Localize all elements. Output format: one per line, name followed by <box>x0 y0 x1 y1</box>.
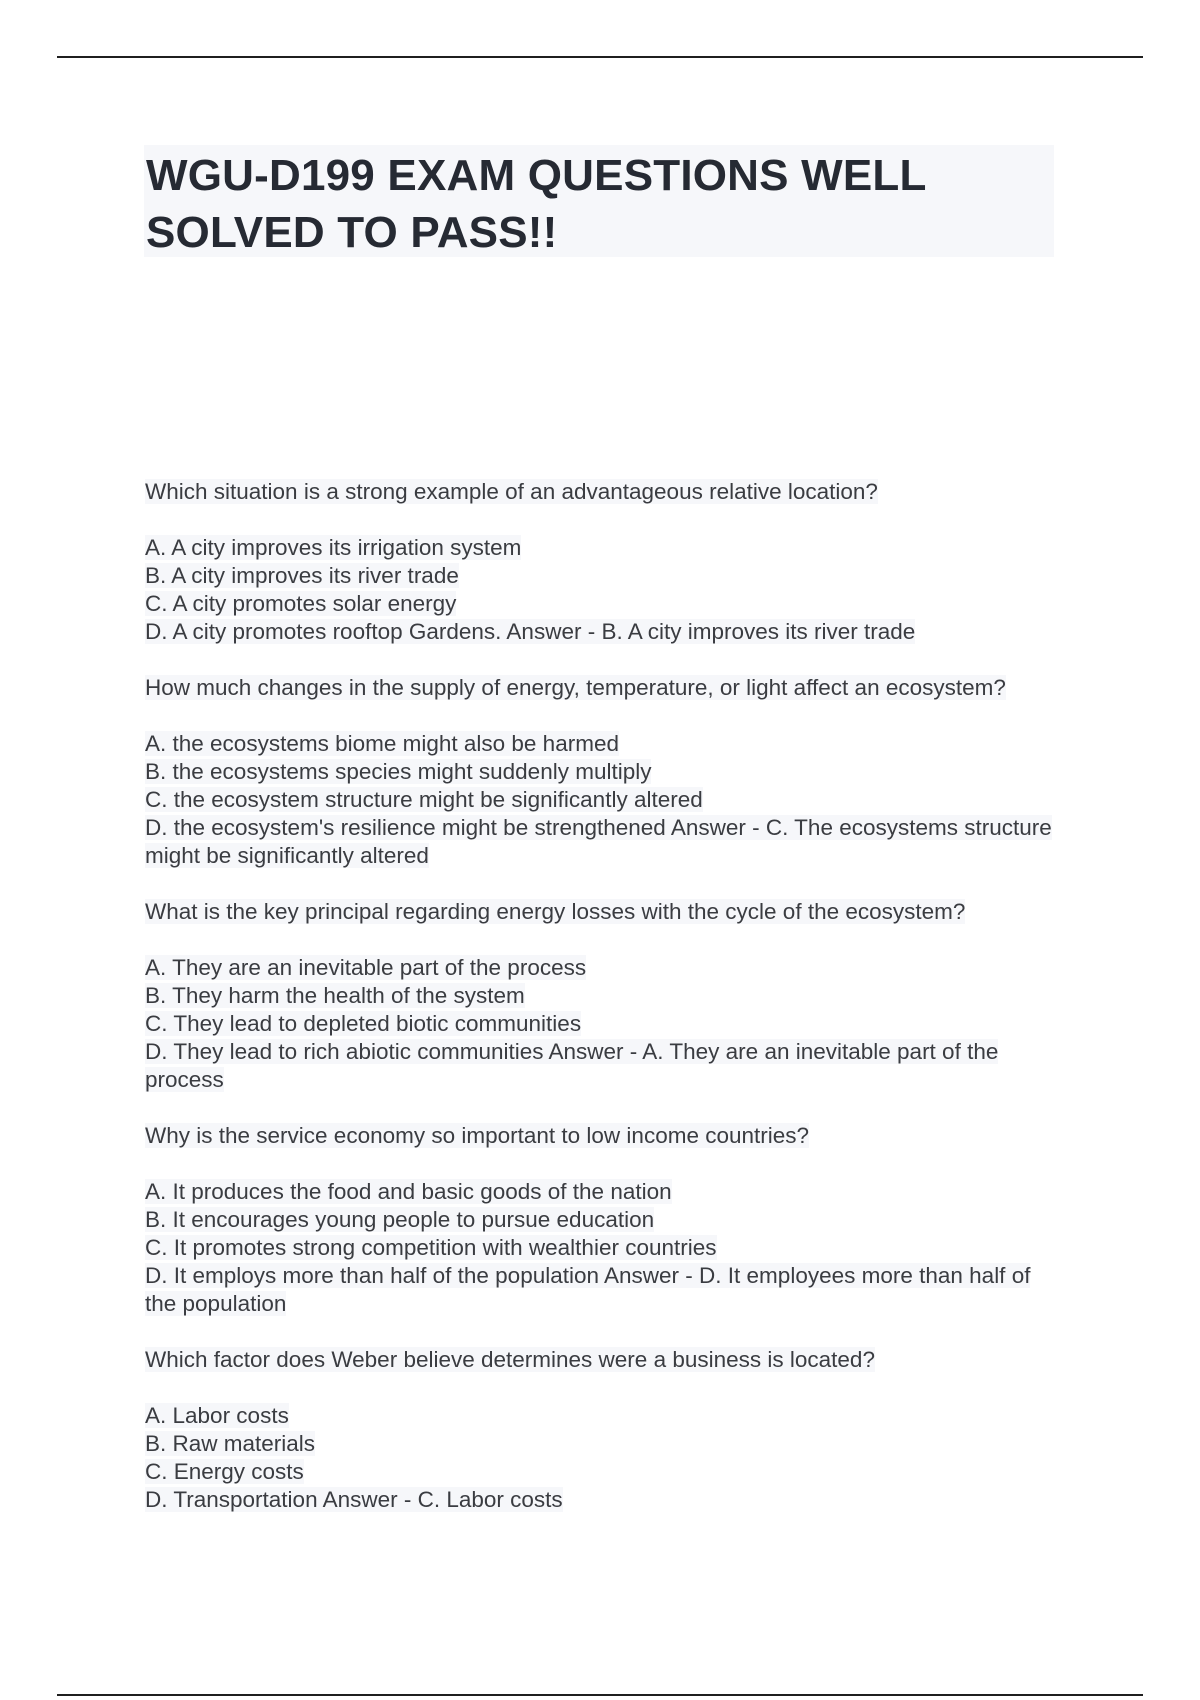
option-c: C. the ecosystem structure might be significantly altered <box>145 787 703 812</box>
option-list <box>145 1402 1065 1514</box>
question-text: Why is the service economy so important to low income countries? <box>145 1123 810 1148</box>
option-list <box>145 534 1065 646</box>
option-a: A. It produces the food and basic goods of the nation <box>145 1179 672 1204</box>
option-c: C. It promotes strong competition with wealthier countries <box>145 1235 717 1260</box>
option-a: A. Labor costs <box>145 1403 289 1428</box>
option-b: B. It encourages young people to pursue education <box>145 1207 655 1232</box>
option-c: C. They lead to depleted biotic communities <box>145 1011 582 1036</box>
top-rule <box>57 56 1143 58</box>
question-text: How much changes in the supply of energy, temperature, or light affect an ecosystem? <box>145 675 1006 700</box>
option-a: A. They are an inevitable part of the process <box>145 955 587 980</box>
question-block <box>145 898 1065 1094</box>
option-b: B. A city improves its river trade <box>145 563 459 588</box>
option-d-answer: D. It employs more than half of the population Answer - D. It employees more than half of the population <box>145 1263 1031 1316</box>
question-text: What is the key principal regarding energy losses with the cycle of the ecosystem? <box>145 899 966 924</box>
option-c: C. A city promotes solar energy <box>145 591 457 616</box>
question-block <box>145 674 1065 870</box>
question-text: Which factor does Weber believe determines were a business is located? <box>145 1347 875 1372</box>
question-block <box>145 1122 1065 1318</box>
title-block <box>144 145 1054 257</box>
option-d-answer: D. They lead to rich abiotic communities Answer - A. They are an inevitable part of the process <box>145 1039 999 1092</box>
option-d-answer: D. A city promotes rooftop Gardens. Answer - B. A city improves its river trade <box>145 619 916 644</box>
option-d-answer: D. Transportation Answer - C. Labor costs <box>145 1487 563 1512</box>
option-list <box>145 730 1065 870</box>
page-title <box>144 145 1054 261</box>
question-text: Which situation is a strong example of an advantageous relative location? <box>145 479 878 504</box>
option-b: B. Raw materials <box>145 1431 316 1456</box>
title-line-2: SOLVED TO PASS!! <box>146 208 558 257</box>
title-line-1: WGU-D199 EXAM QUESTIONS WELL <box>146 151 927 200</box>
question-block <box>145 478 1065 646</box>
question-block <box>145 1346 1065 1514</box>
option-list <box>145 1178 1065 1318</box>
option-list <box>145 954 1065 1094</box>
option-b: B. They harm the health of the system <box>145 983 525 1008</box>
question-list <box>145 478 1065 1542</box>
bottom-rule <box>57 1694 1143 1696</box>
option-a: A. A city improves its irrigation system <box>145 535 522 560</box>
option-b: B. the ecosystems species might suddenly multiply <box>145 759 652 784</box>
option-c: C. Energy costs <box>145 1459 304 1484</box>
option-a: A. the ecosystems biome might also be harmed <box>145 731 619 756</box>
option-d-answer: D. the ecosystem's resilience might be strengthened Answer - C. The ecosystems structure might be significantly altered <box>145 815 1052 868</box>
